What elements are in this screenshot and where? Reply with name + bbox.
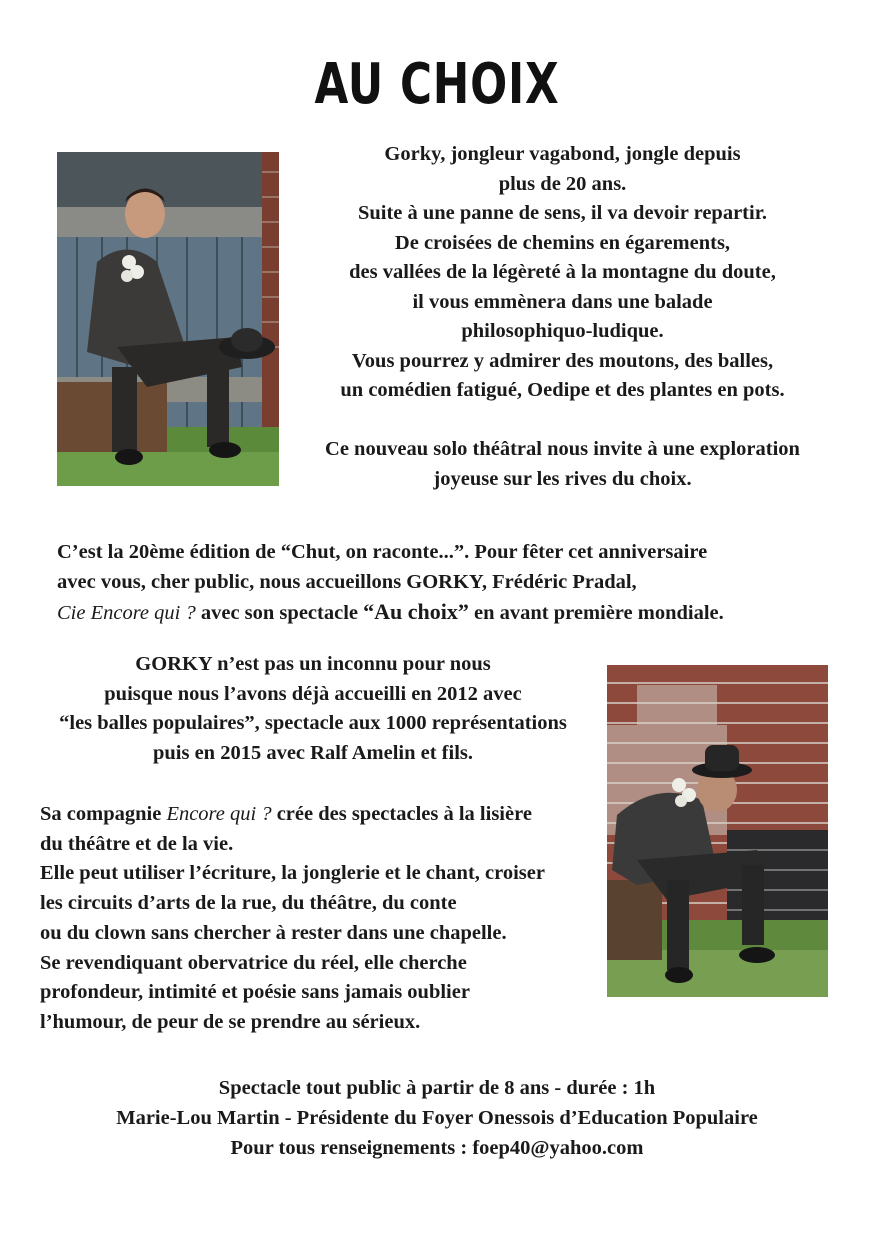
company-line: du théâtre et de la vie. <box>40 832 234 855</box>
company-text: crée des spectacles à la lisière <box>271 803 532 825</box>
intro-line: Vous pourrez y admirer des moutons, des balles, <box>351 349 774 372</box>
intro-closing-line: joyeuse sur les rives du choix. <box>433 467 692 490</box>
anniversary-paragraph <box>57 538 857 629</box>
organizer-credit: Marie-Lou Martin - Présidente du Foyer Onessois d’Education Populaire <box>116 1107 758 1129</box>
company-name-italic: Encore qui ? <box>166 803 272 825</box>
intro-line: Gorky, jongleur vagabond, jongle depuis <box>384 143 741 165</box>
anniversary-line: avec vous, cher public, nous accueillons GORKY, Frédéric Pradal, <box>57 570 637 593</box>
gorky-line: puisque nous l’avons déjà accueilli en 2012 avec <box>104 682 522 705</box>
show-title-quote: “Au choix” <box>363 599 469 624</box>
gorky-paragraph <box>18 650 608 768</box>
company-paragraph <box>40 800 610 1038</box>
company-name-italic: Cie Encore qui ? <box>57 602 196 624</box>
company-line: Elle peut utiliser l’écriture, la jonglerie et le chant, croiser <box>40 862 545 885</box>
intro-closing-line: Ce nouveau solo théâtral nous invite à une exploration <box>325 438 800 460</box>
intro-line: il vous emmènera dans une balade <box>412 290 713 313</box>
company-text: Sa compagnie <box>40 803 167 825</box>
anniversary-line <box>57 597 857 629</box>
contact-email: Pour tous renseignements : foep40@yahoo.com <box>230 1137 644 1159</box>
company-line: ou du clown sans chercher à rester dans une chapelle. <box>40 921 507 944</box>
gorky-line: puis en 2015 avec Ralf Amelin et fils. <box>152 741 473 764</box>
company-line: profondeur, intimité et poésie sans jamais oublier <box>40 981 470 1004</box>
performer-hat-photo <box>607 665 828 997</box>
intro-line: plus de 20 ans. <box>498 172 627 195</box>
gorky-line: “les balles populaires”, spectacle aux 1000 représentations <box>59 712 567 734</box>
company-line: les circuits d’arts de la rue, du théâtre, du conte <box>40 892 457 915</box>
intro-line: De croisées de chemins en égarements, <box>394 231 731 254</box>
page-title: AU CHOIX <box>314 52 560 117</box>
anniversary-text: en avant première mondiale. <box>468 602 724 624</box>
company-line: l’humour, de peur de se prendre au sérieux. <box>40 1010 421 1033</box>
gorky-line: GORKY n’est pas un inconnu pour nous <box>135 653 491 675</box>
intro-line: philosophiquo-ludique. <box>461 320 664 342</box>
company-line: Se revendiquant obervatrice du réel, elle cherche <box>40 951 467 974</box>
intro-line: un comédien fatigué, Oedipe et des plantes en pots. <box>340 379 785 401</box>
intro-text <box>290 140 835 494</box>
anniversary-line: C’est la 20ème édition de “Chut, on raconte...”. Pour fêter cet anniversaire <box>57 541 708 563</box>
anniversary-text: avec son spectacle <box>195 602 364 624</box>
performer-juggler-photo <box>57 152 279 486</box>
footer-info <box>0 1073 874 1163</box>
audience-duration: Spectacle tout public à partir de 8 ans - durée : 1h <box>218 1077 656 1099</box>
company-line <box>40 800 610 830</box>
intro-line: Suite à une panne de sens, il va devoir repartir. <box>357 202 768 224</box>
intro-line: des vallées de la légèreté à la montagne du doute, <box>349 261 776 283</box>
